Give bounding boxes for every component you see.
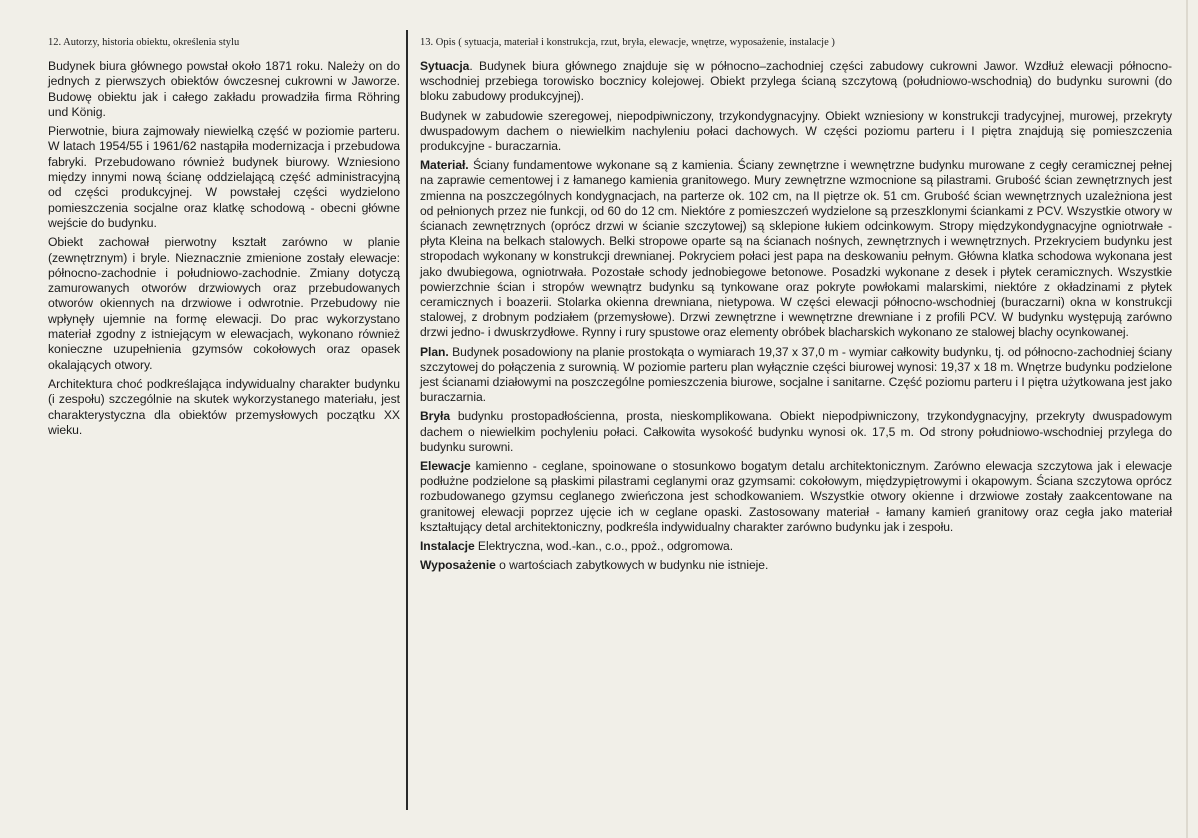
section-text: o wartościach zabytkowych w budynku nie istnieje. (495, 558, 769, 573)
section-installations (420, 539, 1172, 554)
history-paragraph: Pierwotnie, biura zajmowały niewielką część w poziomie parteru. W latach 1954/55 i 1961/62 nastąpiła modernizacja i przebudowa fabryki. Przebudowano również budynek biurowy. Wzniesiono między innymi nową ścianę oddzielającą część administracyjną od części produkcyjnej. W powstałej części wydzielono pomieszczenia socjalne oraz klatkę schodową - obecni główne wejście do budynku. (48, 124, 400, 230)
history-heading: 12. Autorzy, historia obiektu, określenia stylu (48, 37, 240, 48)
section-label: Plan. (420, 344, 449, 359)
history-column (48, 36, 400, 442)
section-label: Wyposażenie (420, 558, 496, 573)
history-paragraph: Architektura choć podkreślająca indywidualny charakter budynku (i zespołu) szczególnie na skutek wykorzystanego materiału, jest charakterystyczna dla obiektów przemysłowych początku XX wieku. (48, 376, 400, 437)
section-equipment (420, 558, 1172, 573)
description-heading: 13. Opis ( sytuacja, materiał i konstrukcja, rzut, bryła, elewacje, wnętrze, wyposażenie, instalacje ) (420, 37, 835, 48)
history-paragraph: Obiekt zachował pierwotny kształt zarówno w planie (zewnętrznym) i bryle. Nieznacznie zmienione zostały elewacje: północno-zachodnie i południowo-zachodnie. Zmiany dotyczą zamurowanych otworów drzwiowych oraz przebudowanych otworów okiennych na drzwiowe i odwrotnie. Przebudowy nie wpłynęły ujemnie na formę elewacji. Do prac wykorzystano materiał zgodny z istniejącym w elewacjach, wykonano również konieczne uzupełnienia gzymsów cokołowych oraz opasek okalających otwory. (48, 235, 400, 372)
section-text: . Budynek biura głównego znajduje się w północno–zachodniej części zabudowy cukrowni Jawor. Wzdłuż elewacji północno-wschodniej przebiega torowisko bocznicy kolejowej. Obiekt przylega ścianą szczytową (południowo-wschodnią) do budynku surowni (do bloku zabudowy produkcyjnej). (420, 59, 1172, 104)
section-text: budynku prostopadłościenna, prosta, nieskomplikowana. Obiekt niepodpiwniczony, trzykondygnacyjny, przekryty dwuspadowym dachem o niewielkim pochyleniu połaci. Całkowita wysokość budynku wynosi ok. 17,5 m. Od strony południowo-wschodniej przylega do budynku surowni. (420, 409, 1172, 454)
column-divider (406, 30, 408, 810)
section-label: Sytuacja (420, 59, 470, 73)
section-massing (420, 409, 1172, 455)
history-paragraph: Budynek biura głównego powstał około 1871 roku. Należy on do jednych z pierwszych obiektów ówczesnej cukrowni w Jaworze. Budowę obiektu jak i całego zakładu prowadziła firma Röhring und König. (48, 59, 400, 119)
section-text: Elektryczna, wod.-kan., c.o., ppoż., odgromowa. (474, 539, 734, 554)
section-label: Elewacje (420, 459, 471, 474)
section-label: Materiał. (420, 158, 469, 173)
section-plan (420, 345, 1172, 406)
page-edge (1186, 0, 1188, 838)
section-text: Budynek w zabudowie szeregowej, niepodpiwniczony, trzykondygnacyjny. Obiekt wzniesiony w konstrukcji tradycyjnej, murowej, przekryty dwuspadowym dachem o niewielkim nachyleniu połaci dachowych. W części poziomu parteru i I piętra znajdują się pomieszczenia produkcyjne - buraczarnia. (420, 108, 1172, 154)
section-text: Ściany fundamentowe wykonane są z kamienia. Ściany zewnętrzne i wewnętrzne budynku murowane z cegły ceramicznej pełnej na zaprawie cementowej i z łamanego kamienia granitowego. Mury zewnętrzne wzmocnione są pilastrami. Grubość ścian zewnętrznych jest zmienna na poszczególnych kondygnacjach, na parterze ok. 102 cm, na II piętrze ok. 51 cm. Grubość ścian wewnętrznych uzależniona jest od pełnionych przez nie funkcji, od 60 do 12 cm. Niektóre z pomieszczeń wydzielone są przeszklonymi ściankami z PCV. Wszystkie otwory w ścianach zewnętrznych (oprócz drzwi w ścianie szczytowej) są sklepione łukiem odcinkowym. Stropy międzykondygnacyjne ogniotrwałe - płyta Kleina na belkach stalowych. Belki stropowe oparte są na ścianach nośnych, zewnętrznych i wewnętrznych. Przekryciem budynku jest stropodach wykonany w konstrukcji drewnianej. Pokryciem połaci jest papa na deskowaniu pełnym. Główna klatka schodowa wykonana jest jako dwubiegowa, ogniotrwała. Pozostałe schody jednobiegowe betonowe. Posadzki wykonane z desek i płytek ceramicznych. Wszystkie powierzchnie ścian i stropów wewnątrz budynku są tynkowane oraz pokryte powłokami malarskimi, niektóre z okładzinami z płytek ceramicznych i boazerii. Stolarka okienna drewniana, nietypowa. W części elewacji północno-wschodniej (buraczarni) okna w konstrukcji stalowej, z drobnym podziałem (przemysłowe). Drzwi zewnętrzne i wewnętrzne drewniane i z profili PCV. W budynku występują zarówno drzwi jedno- i dwuskrzydłowe. Rynny i rury spustowe oraz elementy obróbek blacharskich wykonano ze stalowej blachy ocynkowanej. (420, 158, 1172, 340)
section-situation (420, 59, 1172, 105)
section-text: kamienno - ceglane, spoinowane o stosunkowo bogatym detalu architektonicznym. Zarówno elewacja szczytowa jak i elewacje podłużne podzielone są płaskimi pilastrami ceglanymi oraz gzymsami: cokołowym, międzypiętrowymi i okapowym. Ściana szczytowa oprócz rozbudowanego gzymsu ceglanego zwieńczona jest schodkowaniem. Wszystkie otwory okienne i drzwiowe zostały zaakcentowane na granitowej elewacji poprzez ujęcie ich w ceglane opaski. Zastosowany materiał - łamany kamień granitowy oraz cegła jako materiał kształtujący detal architektoniczny, podkreśla indywidualny charakter zarówno budynku jak i zespołu. (420, 459, 1172, 534)
section-label: Instalacje (420, 539, 475, 554)
section-material (420, 158, 1172, 340)
section-elevations (420, 459, 1172, 535)
section-text: Budynek posadowiony na planie prostokąta o wymiarach 19,37 x 37,0 m - wymiar całkowity budynku, tj. od północno-zachodniej ściany szczytowej do połączenia z surownią. W poziomie parteru plan wyłącznie części biurowej wynosi: 19,37 x 18 m. Wnętrze budynku podzielone jest ścianami działowymi na poszczególne pomieszczenia biurowe, socjalne i sanitarne. Część poziomu parteru i I piętra użytkowana jest jako buraczarnia. (420, 344, 1172, 405)
section-building-type (420, 109, 1172, 155)
section-label: Bryła (420, 409, 451, 424)
description-column (420, 36, 1172, 578)
